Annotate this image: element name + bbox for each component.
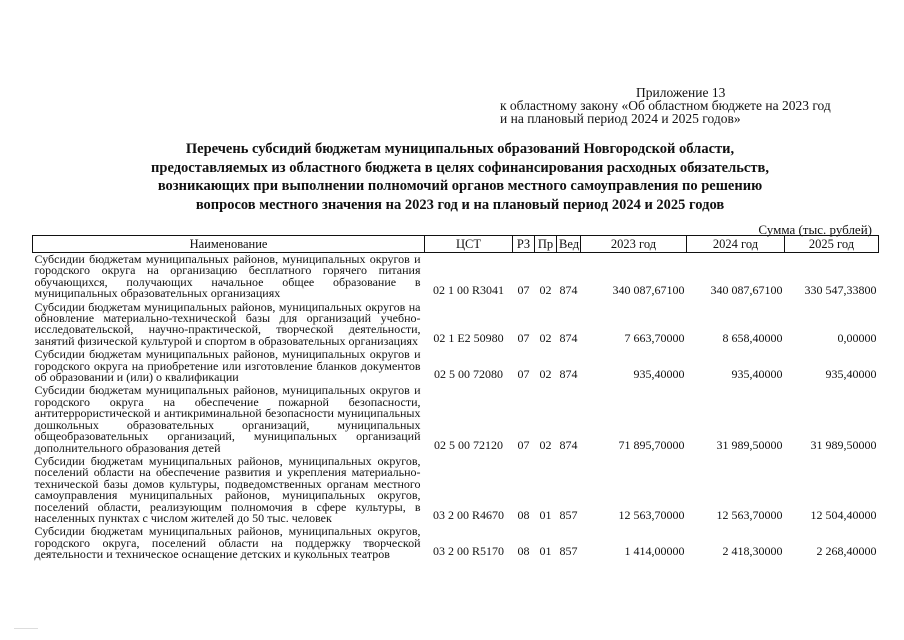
subsidies-table-container bbox=[32, 235, 878, 562]
row-amount-2025: 935,40000 bbox=[825, 367, 877, 382]
row-amount-2024: 935,40000 bbox=[731, 367, 783, 382]
column-header-cst: ЦСТ bbox=[425, 236, 513, 253]
row-name: Субсидии бюджетам муниципальных районов, муниципальных округов и городского округа на организацию бесплатного горячего питания обучающихся, получающих начальное общее образование в муниципальных образовательных организациях bbox=[34, 252, 421, 301]
table-row bbox=[33, 301, 879, 349]
row-ved: 874 bbox=[559, 367, 578, 382]
row-ved: 874 bbox=[559, 283, 578, 298]
row-rz: 08 bbox=[517, 507, 530, 522]
row-rz: 07 bbox=[517, 367, 530, 382]
column-header-pr: Пр bbox=[535, 236, 557, 253]
column-header-2025: 2025 год bbox=[785, 236, 879, 253]
row-amount-2023: 340 087,67100 bbox=[612, 283, 685, 298]
column-header-rz: РЗ bbox=[513, 236, 535, 253]
table-row bbox=[33, 348, 879, 384]
row-cst: 02 1 Е2 50980 bbox=[433, 330, 504, 345]
document-title bbox=[60, 140, 860, 214]
row-amount-2024: 31 989,50000 bbox=[716, 437, 783, 452]
column-header-2024: 2024 год bbox=[687, 236, 785, 253]
annex-number: Приложение 13 bbox=[636, 85, 726, 100]
column-header-ved: Вед bbox=[557, 236, 581, 253]
table-row bbox=[33, 253, 879, 301]
page-edge-divider bbox=[14, 628, 38, 629]
annex-law-period: и на плановый период 2024 и 2025 годов» bbox=[500, 111, 741, 126]
table-row bbox=[33, 525, 879, 561]
row-amount-2025: 12 504,40000 bbox=[810, 507, 877, 522]
row-name: Субсидии бюджетам муниципальных районов, муниципальных округов, поселений области на обеспечение развития и укрепления материально-технической базы домов культуры, подведомственных органам местного самоуправления муниципальных районов, муниципальных округов, поселений области, реализующим полномочия в сфере культуры, в населенных пунктах с числом жителей до 50 тыс. человек bbox=[34, 453, 421, 525]
row-ved: 874 bbox=[559, 330, 578, 345]
row-amount-2025: 330 547,33800 bbox=[804, 283, 877, 298]
row-pr: 02 bbox=[539, 367, 552, 382]
row-ved: 857 bbox=[559, 507, 578, 522]
row-pr: 02 bbox=[539, 330, 552, 345]
row-pr: 01 bbox=[539, 507, 552, 522]
title-line-2: предоставляемых из областного бюджета в целях софинансирования расходных обязательств, bbox=[151, 159, 769, 176]
table-header-row bbox=[33, 236, 879, 253]
row-amount-2023: 71 895,70000 bbox=[618, 437, 685, 452]
row-rz: 08 bbox=[517, 544, 530, 559]
row-amount-2023: 7 663,70000 bbox=[624, 330, 685, 345]
title-line-3: возникающих при выполнении полномочий органов местного самоуправления по решению bbox=[157, 178, 763, 194]
row-amount-2024: 8 658,40000 bbox=[722, 330, 783, 345]
subsidies-table bbox=[32, 235, 879, 562]
table-row bbox=[33, 455, 879, 525]
row-amount-2025: 31 989,50000 bbox=[810, 437, 877, 452]
row-amount-2025: 2 268,40000 bbox=[816, 544, 877, 559]
row-name: Субсидии бюджетам муниципальных районов, муниципальных округов и городского округа на обеспечение пожарной безопасности, антитеррористической и антикриминальной безопасности муниципальных дошкольных образовательных организаций, муниципальных общеобразовательных организаций, муниципальных организаций дополнительного образования детей bbox=[34, 383, 421, 455]
row-amount-2023: 1 414,00000 bbox=[624, 544, 685, 559]
row-cst: 03 2 00 R5170 bbox=[432, 544, 504, 559]
row-pr: 01 bbox=[539, 544, 552, 559]
row-pr: 02 bbox=[539, 437, 552, 452]
row-amount-2024: 12 563,70000 bbox=[716, 507, 783, 522]
table-row bbox=[33, 384, 879, 454]
amount-unit-note: Сумма (тыс. рублей) bbox=[758, 222, 872, 237]
row-ved: 857 bbox=[559, 544, 578, 559]
title-line-1: Перечень субсидий бюджетам муниципальных образований Новгородской области, bbox=[185, 141, 735, 157]
row-amount-2025: 0,00000 bbox=[837, 330, 877, 345]
row-rz: 07 bbox=[517, 330, 530, 345]
column-header-name: Наименование bbox=[33, 236, 425, 253]
row-name: Субсидии бюджетам муниципальных районов, муниципальных округов и городского округа на приобретение или изготовление бланков документов об образовании и (или) о квалификации bbox=[34, 347, 421, 385]
row-cst: 02 5 00 72120 bbox=[434, 437, 503, 452]
row-amount-2023: 12 563,70000 bbox=[618, 507, 685, 522]
title-line-4: вопросов местного значения на 2023 год и на плановый период 2024 и 2025 годов bbox=[195, 196, 725, 213]
row-amount-2024: 2 418,30000 bbox=[722, 544, 783, 559]
row-rz: 07 bbox=[517, 283, 530, 298]
row-ved: 874 bbox=[559, 437, 578, 452]
column-header-2023: 2023 год bbox=[581, 236, 687, 253]
row-name: Субсидии бюджетам муниципальных районов, муниципальных округов на обновление материально-технической базы для организаций учебно-исследовательской, научно-практической, творческой деятельности, занятий физической культурой и спортом в образовательных организациях bbox=[34, 299, 421, 348]
row-amount-2023: 935,40000 bbox=[633, 367, 685, 382]
annex-reference bbox=[500, 86, 831, 125]
annex-law-reference: к областному закону «Об областном бюджете на 2023 год bbox=[500, 98, 831, 113]
row-cst: 02 5 00 72080 bbox=[434, 367, 503, 382]
row-name: Субсидии бюджетам муниципальных районов, муниципальных округов, городского округа, поселений области на поддержку творческой деятельности и техническое оснащение детских и кукольных театров bbox=[34, 524, 421, 562]
row-cst: 03 2 00 R4670 bbox=[432, 507, 504, 522]
row-cst: 02 1 00 R3041 bbox=[432, 283, 504, 298]
row-rz: 07 bbox=[517, 437, 530, 452]
row-pr: 02 bbox=[539, 283, 552, 298]
row-amount-2024: 340 087,67100 bbox=[710, 283, 783, 298]
